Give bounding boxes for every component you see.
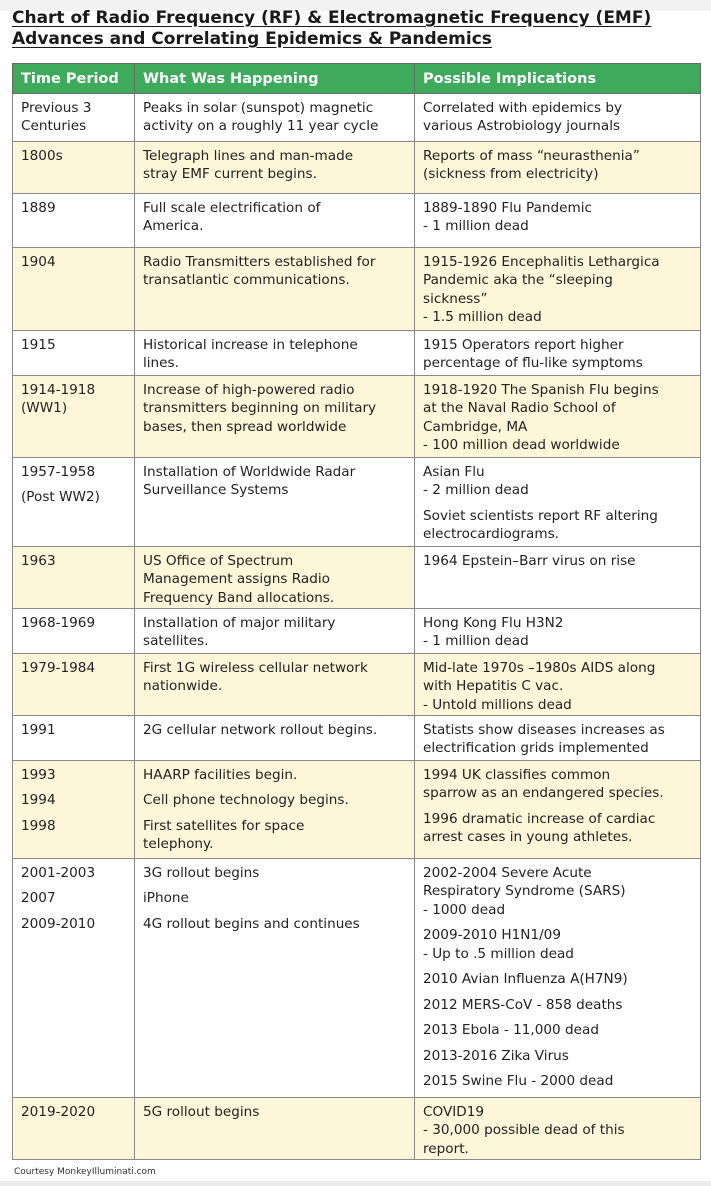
period-cell: 1991: [13, 715, 135, 760]
implications-cell: COVID19 - 30,000 possible dead of this report.: [415, 1097, 701, 1159]
table-row: [13, 330, 701, 375]
happening-cell: Installation of Worldwide Radar Surveillance Systems: [135, 457, 415, 546]
courtesy-credit: Courtesy MonkeyIlluminati.com: [14, 1167, 156, 1177]
period-cell: 1963: [13, 546, 135, 608]
period-cell: 2001-2003 2007 2009-2010: [13, 858, 135, 1097]
period-cell: 1979-1984: [13, 653, 135, 715]
happening-cell: US Office of Spectrum Management assigns Radio Frequency Band allocations.: [135, 546, 415, 608]
happening-cell: Increase of high-powered radio transmitters beginning on military bases, then spread worldwide: [135, 375, 415, 457]
period-cell: 1968-1969: [13, 608, 135, 653]
implications-cell: Reports of mass “neurasthenia” (sickness from electricity): [415, 141, 701, 193]
table-header-row: [13, 64, 701, 94]
title-line-1: Chart of Radio Frequency (RF) & Electromagnetic Frequency (EMF): [12, 8, 652, 28]
happening-cell: 3G rollout begins iPhone 4G rollout begins and continues: [135, 858, 415, 1097]
table-row: [13, 93, 701, 141]
happening-cell: 5G rollout begins: [135, 1097, 415, 1159]
table-row: [13, 247, 701, 330]
period-cell: 1889: [13, 193, 135, 247]
implications-cell: 2002-2004 Severe Acute Respiratory Syndrome (SARS) - 1000 dead 2009-2010 H1N1/09 - Up to .5 million dead 2010 Avian Influenza A(H7N9) 2012 MERS-CoV - 858 deaths 2013 Ebola - 11,000 dead 2013-2016 Zika Virus 2015 Swine Flu - 2000 dead: [415, 858, 701, 1097]
table-row: [13, 193, 701, 247]
implications-cell: Statists show diseases increases as electrification grids implemented: [415, 715, 701, 760]
implications-cell: 1964 Epstein–Barr virus on rise: [415, 546, 701, 608]
table-row: [13, 608, 701, 653]
implications-cell: 1994 UK classifies common sparrow as an endangered species. 1996 dramatic increase of cardiac arrest cases in young athletes.: [415, 760, 701, 858]
period-cell: 1914-1918 (WW1): [13, 375, 135, 457]
implications-cell: Hong Kong Flu H3N2 - 1 million dead: [415, 608, 701, 653]
period-cell: 1957-1958 (Post WW2): [13, 457, 135, 546]
implications-cell: Asian Flu - 2 million dead Soviet scientists report RF altering electrocardiograms.: [415, 457, 701, 546]
period-cell: 1993 1994 1998: [13, 760, 135, 858]
table-row: [13, 457, 701, 546]
happening-cell: Historical increase in telephone lines.: [135, 330, 415, 375]
table-row: [13, 858, 701, 1097]
title-line-2: Advances and Correlating Epidemics & Pandemics: [12, 29, 492, 49]
happening-cell: Telegraph lines and man-made stray EMF current begins.: [135, 141, 415, 193]
table-row: [13, 1097, 701, 1159]
header-what-was-happening: What Was Happening: [135, 64, 415, 94]
table-row: [13, 653, 701, 715]
happening-cell: Installation of major military satellites.: [135, 608, 415, 653]
happening-cell: 2G cellular network rollout begins.: [135, 715, 415, 760]
table-row: [13, 546, 701, 608]
implications-cell: Correlated with epidemics by various Astrobiology journals: [415, 93, 701, 141]
happening-cell: First 1G wireless cellular network nationwide.: [135, 653, 415, 715]
happening-cell: Radio Transmitters established for transatlantic communications.: [135, 247, 415, 330]
table-row: [13, 141, 701, 193]
table-row: [13, 375, 701, 457]
happening-cell: Peaks in solar (sunspot) magnetic activity on a roughly 11 year cycle: [135, 93, 415, 141]
period-cell: 1904: [13, 247, 135, 330]
chart-title: [12, 8, 702, 50]
implications-cell: 1918-1920 The Spanish Flu begins at the Naval Radio School of Cambridge, MA - 100 million dead worldwide: [415, 375, 701, 457]
implications-cell: Mid-late 1970s –1980s AIDS along with Hepatitis C vac. - Untold millions dead: [415, 653, 701, 715]
period-cell: 1800s: [13, 141, 135, 193]
period-cell: Previous 3 Centuries: [13, 93, 135, 141]
header-time-period: Time Period: [13, 64, 135, 94]
rf-emf-table: [12, 63, 701, 1160]
table-row: [13, 715, 701, 760]
period-cell: 2019-2020: [13, 1097, 135, 1159]
happening-cell: Full scale electrification of America.: [135, 193, 415, 247]
bottom-edge: [0, 1181, 711, 1186]
period-cell: 1915: [13, 330, 135, 375]
implications-cell: 1915 Operators report higher percentage of flu-like symptoms: [415, 330, 701, 375]
header-possible-implications: Possible Implications: [415, 64, 701, 94]
implications-cell: 1889-1890 Flu Pandemic - 1 million dead: [415, 193, 701, 247]
implications-cell: 1915-1926 Encephalitis Lethargica Pandemic aka the “sleeping sickness” - 1.5 million dead: [415, 247, 701, 330]
table-row: [13, 760, 701, 858]
happening-cell: HAARP facilities begin. Cell phone technology begins. First satellites for space telephony.: [135, 760, 415, 858]
